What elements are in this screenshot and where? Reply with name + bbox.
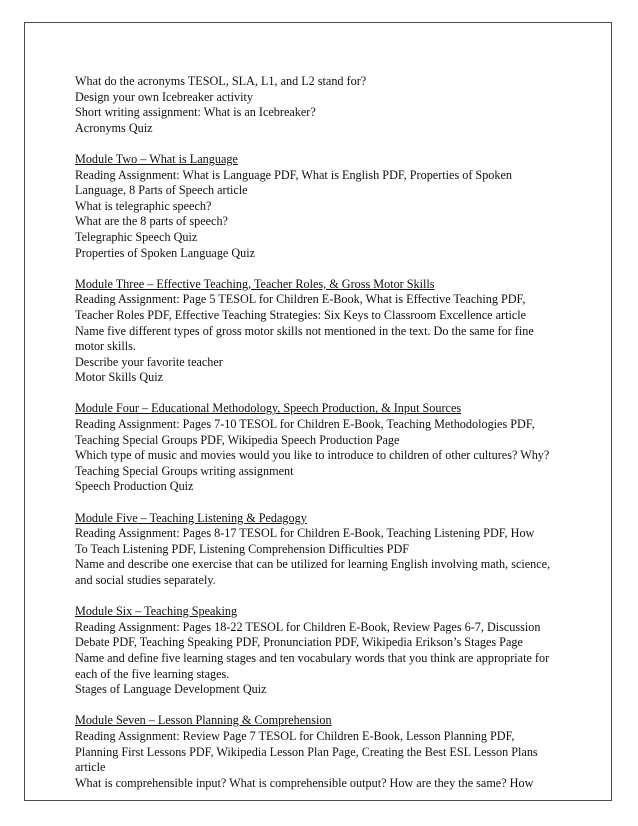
module-line: and social studies separately. [75, 573, 216, 587]
module-four-section [75, 401, 575, 495]
document-content [75, 74, 575, 807]
module-heading: Module Two – What is Language [75, 151, 238, 166]
module-line: To Teach Listening PDF, Listening Comprehension Difficulties PDF [75, 541, 410, 556]
module-line: article [75, 760, 106, 775]
module-line: motor skills. [75, 339, 136, 354]
module-six-section [75, 604, 575, 698]
module-line: Describe your favorite teacher [75, 354, 223, 369]
module-seven-section [75, 713, 575, 791]
intro-line: Acronyms Quiz [75, 120, 153, 135]
module-line: Reading Assignment: Pages 8-17 TESOL for Children E-Book, Teaching Listening PDF, How [75, 526, 535, 541]
module-line: What is telegraphic speech? [75, 198, 212, 213]
module-heading: Module Five – Teaching Listening & Pedagogy [75, 510, 307, 525]
module-heading: Module Four – Educational Methodology, Speech Production, & Input Sources [75, 401, 462, 416]
module-line: Name and define five learning stages and ten vocabulary words that you think are appropriate for [75, 650, 550, 665]
module-line: Teacher Roles PDF, Effective Teaching Strategies: Six Keys to Classroom Excellence article [75, 307, 527, 322]
module-line: Speech Production Quiz [75, 479, 194, 494]
module-line: Motor Skills Quiz [75, 370, 164, 385]
module-five-section [75, 511, 575, 589]
module-line: Stages of Language Development Quiz [75, 682, 267, 697]
module-line: What is comprehensible input? What is comprehensible output? How are they the same? How [75, 775, 534, 790]
module-line: Reading Assignment: Pages 18-22 TESOL for Children E-Book, Review Pages 6-7, Discussion [75, 619, 541, 634]
module-heading: Module Three – Effective Teaching, Teacher Roles, & Gross Motor Skills [75, 276, 435, 291]
module-line: Reading Assignment: Review Page 7 TESOL for Children E-Book, Lesson Planning PDF, [75, 728, 515, 743]
module-line: Reading Assignment: Page 5 TESOL for Children E-Book, What is Effective Teaching PDF, [75, 292, 526, 307]
module-line: Name five different types of gross motor skills not mentioned in the text. Do the same for fine [75, 323, 534, 338]
module-line: Name and describe one exercise that can be utilized for learning English involving math, science, [75, 557, 551, 572]
module-line: Which type of music and movies would you like to introduce to children of other cultures? Why? [75, 448, 550, 463]
module-line: Language, 8 Parts of Speech article [75, 183, 248, 198]
module-line: Reading Assignment: What is Language PDF, What is English PDF, Properties of Spoken [75, 167, 512, 182]
module-line: Debate PDF, Teaching Speaking PDF, Pronunciation PDF, Wikipedia Erikson’s Stages Page [75, 635, 523, 650]
intro-line: Design your own Icebreaker activity [75, 89, 254, 104]
module-heading: Module Seven – Lesson Planning & Comprehension [75, 713, 332, 728]
module-two-section [75, 152, 575, 261]
module-line: Planning First Lessons PDF, Wikipedia Lesson Plan Page, Creating the Best ESL Lesson Plans [75, 744, 538, 759]
intro-section [75, 74, 575, 136]
module-heading: Module Six – Teaching Speaking [75, 604, 238, 619]
module-line: Teaching Special Groups writing assignment [75, 463, 294, 478]
module-line: Reading Assignment: Pages 7-10 TESOL for Children E-Book, Teaching Methodologies PDF, [75, 417, 535, 432]
module-three-section [75, 277, 575, 386]
module-line: Teaching Special Groups PDF, Wikipedia Speech Production Page [75, 432, 400, 447]
module-line: Properties of Spoken Language Quiz [75, 245, 256, 260]
document-page [24, 22, 612, 801]
module-line: What are the 8 parts of speech? [75, 214, 228, 229]
intro-line: Short writing assignment: What is an Icebreaker? [75, 105, 316, 120]
module-line: Telegraphic Speech Quiz [75, 229, 198, 244]
module-line: each of the five learning stages. [75, 666, 230, 681]
intro-line: What do the acronyms TESOL, SLA, L1, and L2 stand for? [75, 74, 367, 88]
